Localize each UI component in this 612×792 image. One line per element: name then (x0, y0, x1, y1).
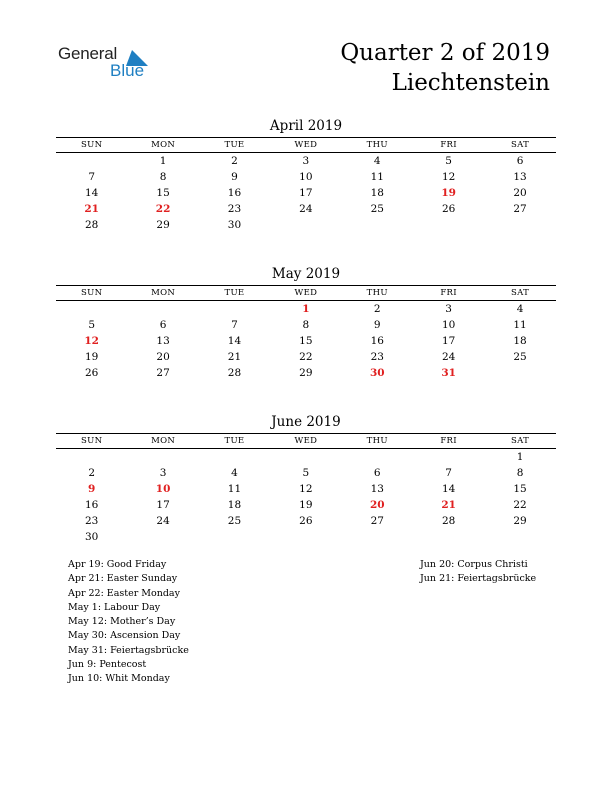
weekday-label: MON (127, 434, 198, 449)
day-cell: 5 (88, 319, 96, 331)
page-title (340, 38, 550, 98)
day-cell: 8 (516, 467, 524, 479)
weekday-label: WED (270, 434, 341, 449)
holiday-day-cell: 9 (88, 483, 96, 495)
holiday-day-cell: 21 (84, 203, 99, 215)
day-cell: 2 (88, 467, 96, 479)
empty-day-cell (270, 449, 341, 465)
empty-day-cell (413, 217, 484, 233)
holiday-day-cell: 21 (441, 499, 456, 511)
day-cell: 4 (373, 155, 381, 167)
day-cell: 19 (299, 499, 313, 511)
weekday-label: SAT (484, 286, 555, 301)
day-cell: 10 (441, 319, 456, 331)
empty-day-cell (56, 449, 127, 465)
weekday-label: MON (127, 138, 198, 153)
day-cell: 23 (85, 515, 99, 527)
holiday-list-right (420, 558, 536, 587)
day-cell: 10 (299, 171, 313, 183)
day-cell: 21 (227, 351, 242, 363)
day-cell: 15 (156, 187, 170, 199)
weekday-label: SAT (484, 138, 555, 153)
holiday-day-cell: 19 (441, 187, 456, 199)
month-title: April 2019 (269, 118, 343, 134)
weekday-header (56, 286, 556, 301)
day-cell: 23 (227, 203, 242, 215)
day-cell: 24 (299, 203, 313, 215)
month-title: May 2019 (271, 266, 341, 282)
day-cell: 28 (227, 367, 242, 379)
day-cell: 7 (88, 171, 96, 183)
weekday-label: WED (270, 286, 341, 301)
weekday-label: FRI (413, 286, 484, 301)
holiday-note: Jun 20: Corpus Christi (420, 559, 528, 570)
holiday-day-cell: 30 (369, 367, 385, 379)
day-cell: 6 (516, 155, 524, 167)
day-cell: 12 (299, 483, 313, 495)
holiday-day-cell: 22 (155, 203, 171, 215)
weekday-label: FRI (413, 434, 484, 449)
empty-day-cell (484, 365, 555, 381)
generalblue-logo (58, 44, 158, 84)
day-cell: 15 (299, 335, 313, 347)
day-cell: 26 (441, 203, 456, 215)
day-cell: 7 (231, 319, 238, 331)
day-cell: 17 (299, 187, 313, 199)
weekday-label: SAT (484, 434, 555, 449)
day-cell: 8 (159, 171, 167, 183)
weekday-label: SUN (56, 286, 127, 301)
weekday-label: THU (342, 434, 413, 449)
holiday-note: May 12: Mother’s Day (68, 616, 176, 628)
empty-day-cell (484, 217, 555, 233)
day-cell: 29 (156, 219, 170, 231)
weekday-label: TUE (199, 138, 270, 153)
weekday-label: TUE (199, 286, 270, 301)
holiday-day-cell: 20 (369, 499, 385, 511)
day-cell: 22 (513, 499, 527, 511)
day-cell: 13 (156, 335, 170, 347)
day-cell: 16 (227, 187, 242, 199)
day-cell: 16 (85, 499, 99, 511)
empty-day-cell (270, 529, 341, 545)
empty-day-cell (413, 449, 484, 465)
day-cell: 1 (516, 451, 524, 463)
day-cell: 12 (441, 171, 456, 183)
day-cell: 13 (513, 171, 527, 183)
day-cell: 23 (370, 351, 384, 363)
day-grid (56, 301, 556, 381)
day-cell: 3 (302, 155, 310, 167)
day-cell: 30 (85, 531, 99, 543)
day-cell: 18 (370, 187, 384, 199)
day-cell: 25 (227, 515, 242, 527)
day-cell: 16 (370, 335, 384, 347)
holiday-note: Apr 21: Easter Sunday (68, 573, 178, 585)
day-cell: 13 (370, 483, 384, 495)
day-cell: 29 (299, 367, 313, 379)
holiday-note: Jun 21: Feiertagsbrücke (420, 573, 537, 585)
day-cell: 14 (227, 335, 242, 347)
day-cell: 24 (441, 351, 456, 363)
title-country: Liechtenstein (391, 70, 550, 96)
weekday-label: MON (127, 286, 198, 301)
empty-day-cell (199, 529, 270, 545)
empty-day-cell (342, 449, 413, 465)
empty-day-cell (484, 529, 555, 545)
day-cell: 27 (513, 203, 527, 215)
weekday-label: WED (270, 138, 341, 153)
empty-day-cell (56, 153, 127, 169)
empty-day-cell (342, 217, 413, 233)
day-cell: 3 (159, 467, 167, 479)
day-cell: 6 (373, 467, 381, 479)
day-grid (56, 449, 556, 545)
day-cell: 11 (513, 319, 527, 331)
day-cell: 15 (513, 483, 527, 495)
weekday-label: THU (342, 138, 413, 153)
holiday-note: May 31: Feiertagsbrücke (68, 644, 189, 656)
holiday-note: Apr 19: Good Friday (68, 559, 167, 570)
day-cell: 17 (441, 335, 456, 347)
holiday-list-left (68, 558, 189, 687)
day-cell: 26 (85, 367, 99, 379)
logo-general-text: General (58, 44, 118, 63)
holiday-day-cell: 31 (441, 367, 456, 379)
empty-day-cell (342, 529, 413, 545)
day-cell: 7 (445, 467, 452, 479)
day-cell: 28 (85, 219, 99, 231)
day-cell: 20 (513, 187, 527, 199)
day-cell: 17 (156, 499, 170, 511)
day-cell: 9 (373, 319, 381, 331)
weekday-header (56, 138, 556, 153)
day-cell: 18 (513, 335, 527, 347)
day-cell: 27 (370, 515, 384, 527)
day-cell: 27 (156, 367, 170, 379)
month-title: June 2019 (271, 414, 341, 430)
day-cell: 30 (227, 219, 242, 231)
empty-day-cell (127, 529, 198, 545)
day-cell: 14 (441, 483, 456, 495)
empty-day-cell (270, 217, 341, 233)
day-cell: 2 (231, 155, 238, 167)
day-cell: 11 (370, 171, 384, 183)
day-cell: 25 (370, 203, 384, 215)
holiday-note: May 1: Labour Day (68, 601, 161, 613)
weekday-label: SUN (56, 434, 127, 449)
day-cell: 18 (227, 499, 242, 511)
weekday-label: TUE (199, 434, 270, 449)
holiday-note: May 30: Ascension Day (68, 630, 181, 642)
holiday-note: Jun 10: Whit Monday (68, 673, 170, 685)
weekday-header (56, 434, 556, 449)
day-cell: 4 (231, 467, 238, 479)
day-cell: 24 (156, 515, 170, 527)
day-cell: 2 (373, 303, 381, 315)
weekday-label: THU (342, 286, 413, 301)
day-cell: 9 (231, 171, 238, 183)
holiday-day-cell: 12 (84, 335, 99, 347)
month-calendar-june (56, 413, 556, 545)
day-cell: 6 (159, 319, 167, 331)
day-cell: 1 (159, 155, 167, 167)
empty-day-cell (413, 529, 484, 545)
empty-day-cell (127, 301, 198, 317)
empty-day-cell (127, 449, 198, 465)
title-quarter: Quarter 2 of 2019 (340, 40, 550, 66)
holiday-day-cell: 10 (155, 483, 171, 495)
weekday-label: SUN (56, 138, 127, 153)
empty-day-cell (199, 449, 270, 465)
holiday-day-cell: 1 (302, 303, 310, 315)
day-cell: 8 (302, 319, 310, 331)
empty-day-cell (56, 301, 127, 317)
day-grid (56, 153, 556, 233)
day-cell: 25 (513, 351, 527, 363)
month-calendar-april (56, 117, 556, 233)
day-cell: 26 (299, 515, 313, 527)
day-cell: 4 (516, 303, 524, 315)
month-calendar-may (56, 265, 556, 381)
day-cell: 5 (302, 467, 310, 479)
day-cell: 20 (156, 351, 170, 363)
day-cell: 29 (513, 515, 527, 527)
day-cell: 5 (445, 155, 452, 167)
logo-blue-text: Blue (110, 61, 145, 80)
day-cell: 28 (441, 515, 456, 527)
empty-day-cell (199, 301, 270, 317)
day-cell: 19 (85, 351, 99, 363)
day-cell: 11 (227, 483, 242, 495)
holiday-note: Jun 9: Pentecost (68, 659, 147, 671)
day-cell: 3 (445, 303, 452, 315)
holiday-note: Apr 22: Easter Monday (68, 587, 180, 599)
day-cell: 22 (299, 351, 313, 363)
weekday-label: FRI (413, 138, 484, 153)
day-cell: 14 (85, 187, 99, 199)
